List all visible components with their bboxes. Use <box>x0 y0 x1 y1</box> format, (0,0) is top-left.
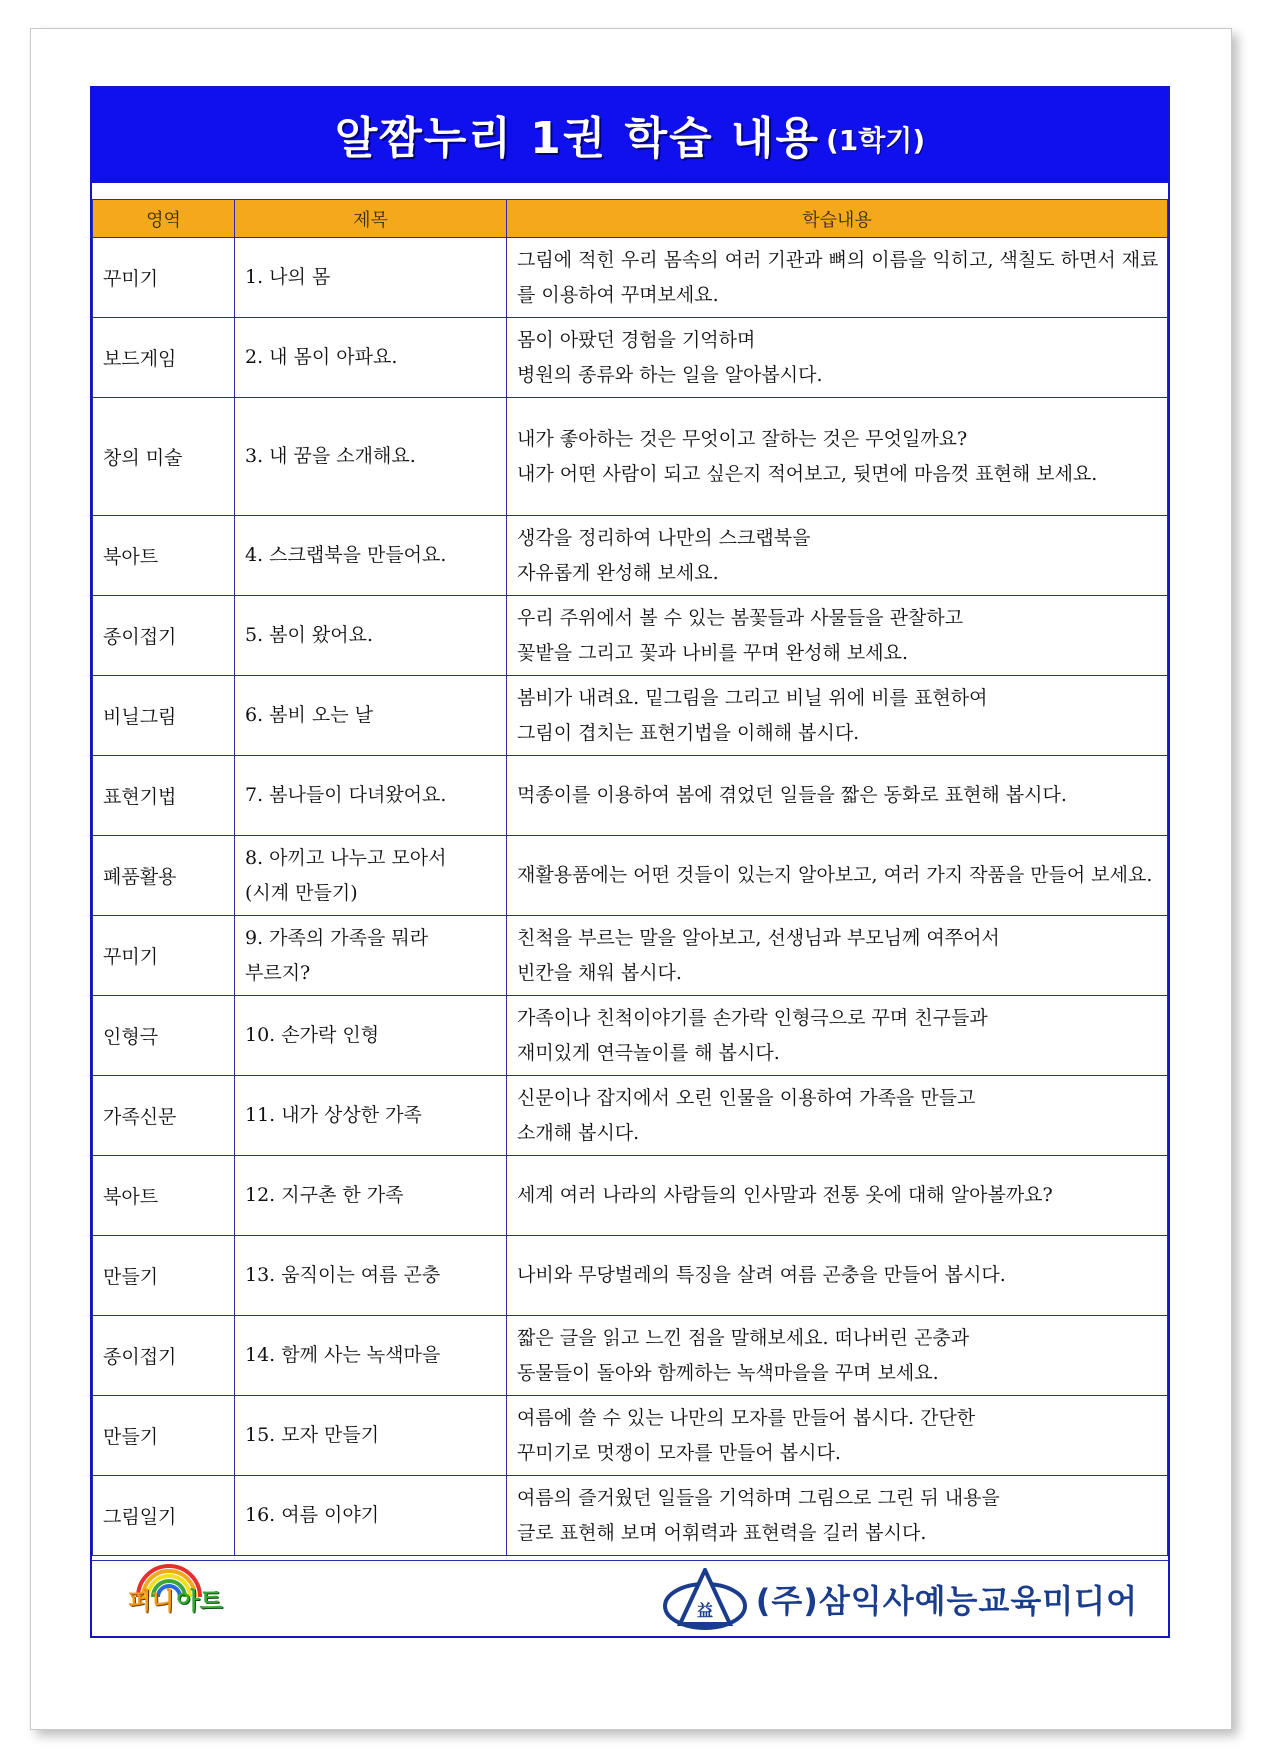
row-title: 8. 아끼고 나누고 모아서 (시계 만들기) <box>235 836 507 916</box>
punny-logo-text-2: 아트 <box>176 1587 223 1615</box>
table-row <box>93 596 1168 676</box>
row-content: 먹종이를 이용하여 봄에 겪었던 일들을 짧은 동화로 표현해 봅시다. <box>507 756 1168 836</box>
samik-logo <box>662 1568 1138 1630</box>
row-title: 1. 나의 몸 <box>235 238 507 318</box>
table-row <box>93 676 1168 756</box>
row-area: 보드게임 <box>93 318 235 398</box>
row-area: 비닐그림 <box>93 676 235 756</box>
row-title: 9. 가족의 가족을 뭐라 부르지? <box>235 916 507 996</box>
row-area: 만들기 <box>93 1396 235 1476</box>
table-row <box>93 1236 1168 1316</box>
row-content: 우리 주위에서 볼 수 있는 봄꽃들과 사물들을 관찰하고 꽃밭을 그리고 꽃과 나비를 꾸며 완성해 보세요. <box>507 596 1168 676</box>
row-area: 종이접기 <box>93 1316 235 1396</box>
row-title: 16. 여름 이야기 <box>235 1476 507 1556</box>
row-title: 6. 봄비 오는 날 <box>235 676 507 756</box>
curriculum-sheet <box>90 86 1170 1638</box>
table-row <box>93 1476 1168 1556</box>
row-title: 2. 내 몸이 아파요. <box>235 318 507 398</box>
table-row <box>93 1396 1168 1476</box>
table-row <box>93 1316 1168 1396</box>
row-content: 내가 좋아하는 것은 무엇이고 잘하는 것은 무엇일까요? 내가 어떤 사람이 되고 싶은지 적어보고, 뒷면에 마음껏 표현해 보세요. <box>507 398 1168 516</box>
row-area: 북아트 <box>93 516 235 596</box>
page-title: 알짬누리 1권 학습 내용 <box>334 113 820 164</box>
row-area: 만들기 <box>93 1236 235 1316</box>
row-content: 나비와 무당벌레의 특징을 살려 여름 곤충을 만들어 봅시다. <box>507 1236 1168 1316</box>
table-row <box>93 318 1168 398</box>
row-content: 가족이나 친척이야기를 손가락 인형극으로 꾸며 친구들과 재미있게 연극놀이를 해 봅시다. <box>507 996 1168 1076</box>
table-row <box>93 516 1168 596</box>
row-title: 3. 내 꿈을 소개해요. <box>235 398 507 516</box>
header-content: 학습내용 <box>507 200 1168 238</box>
table-header-row <box>93 200 1168 238</box>
row-title: 15. 모자 만들기 <box>235 1396 507 1476</box>
header-title: 제목 <box>235 200 507 238</box>
row-area: 폐품활용 <box>93 836 235 916</box>
row-title: 12. 지구촌 한 가족 <box>235 1156 507 1236</box>
samik-emblem-icon <box>662 1568 748 1630</box>
row-title: 5. 봄이 왔어요. <box>235 596 507 676</box>
row-area: 북아트 <box>93 1156 235 1236</box>
punny-logo-text-1: 퍼니 <box>128 1587 175 1615</box>
row-title: 4. 스크랩북을 만들어요. <box>235 516 507 596</box>
row-title: 14. 함께 사는 녹색마을 <box>235 1316 507 1396</box>
samik-company-name: (주)삼익사예능교육미디어 <box>755 1581 1138 1620</box>
row-content: 그림에 적힌 우리 몸속의 여러 기관과 뼈의 이름을 익히고, 색칠도 하면서 재료를 이용하여 꾸며보세요. <box>507 238 1168 318</box>
row-area: 꾸미기 <box>93 238 235 318</box>
table-row <box>93 1156 1168 1236</box>
table-row <box>93 916 1168 996</box>
row-area: 창의 미술 <box>93 398 235 516</box>
row-content: 여름에 쓸 수 있는 나만의 모자를 만들어 봅시다. 간단한 꾸미기로 멋쟁이 모자를 만들어 봅시다. <box>507 1396 1168 1476</box>
title-banner <box>92 88 1168 182</box>
row-content: 세계 여러 나라의 사람들의 인사말과 전통 옷에 대해 알아볼까요? <box>507 1156 1168 1236</box>
page-subtitle: (1학기) <box>825 124 926 157</box>
row-content: 짧은 글을 읽고 느낀 점을 말해보세요. 떠나버린 곤충과 동물들이 돌아와 함께하는 녹색마을을 꾸며 보세요. <box>507 1316 1168 1396</box>
curriculum-table <box>92 199 1168 1556</box>
header-area: 영역 <box>93 200 235 238</box>
row-title: 13. 움직이는 여름 곤충 <box>235 1236 507 1316</box>
punny-art-logo <box>128 1581 223 1616</box>
row-area: 인형극 <box>93 996 235 1076</box>
row-content: 몸이 아팠던 경험을 기억하며 병원의 종류와 하는 일을 알아봅시다. <box>507 318 1168 398</box>
row-content: 재활용품에는 어떤 것들이 있는지 알아보고, 여러 가지 작품을 만들어 보세요. <box>507 836 1168 916</box>
row-content: 신문이나 잡지에서 오린 인물을 이용하여 가족을 만들고 소개해 봅시다. <box>507 1076 1168 1156</box>
row-area: 꾸미기 <box>93 916 235 996</box>
row-content: 생각을 정리하여 나만의 스크랩북을 자유롭게 완성해 보세요. <box>507 516 1168 596</box>
table-row <box>93 1076 1168 1156</box>
row-area: 표현기법 <box>93 756 235 836</box>
row-content: 친척을 부르는 말을 알아보고, 선생님과 부모님께 여쭈어서 빈칸을 채워 봅시다. <box>507 916 1168 996</box>
table-row <box>93 238 1168 318</box>
row-area: 종이접기 <box>93 596 235 676</box>
row-title: 10. 손가락 인형 <box>235 996 507 1076</box>
table-row <box>93 836 1168 916</box>
banner-gap <box>92 182 1168 199</box>
row-content: 봄비가 내려요. 밑그림을 그리고 비닐 위에 비를 표현하여 그림이 겹치는 표현기법을 이해해 봅시다. <box>507 676 1168 756</box>
table-row <box>93 996 1168 1076</box>
row-title: 11. 내가 상상한 가족 <box>235 1076 507 1156</box>
row-content: 여름의 즐거웠던 일들을 기억하며 그림으로 그린 뒤 내용을 글로 표현해 보며 어휘력과 표현력을 길러 봅시다. <box>507 1476 1168 1556</box>
table-row <box>93 398 1168 516</box>
row-title: 7. 봄나들이 다녀왔어요. <box>235 756 507 836</box>
row-area: 그림일기 <box>93 1476 235 1556</box>
table-row <box>93 756 1168 836</box>
footer <box>92 1560 1168 1636</box>
emblem-char: 益 <box>696 1600 713 1620</box>
row-area: 가족신문 <box>93 1076 235 1156</box>
